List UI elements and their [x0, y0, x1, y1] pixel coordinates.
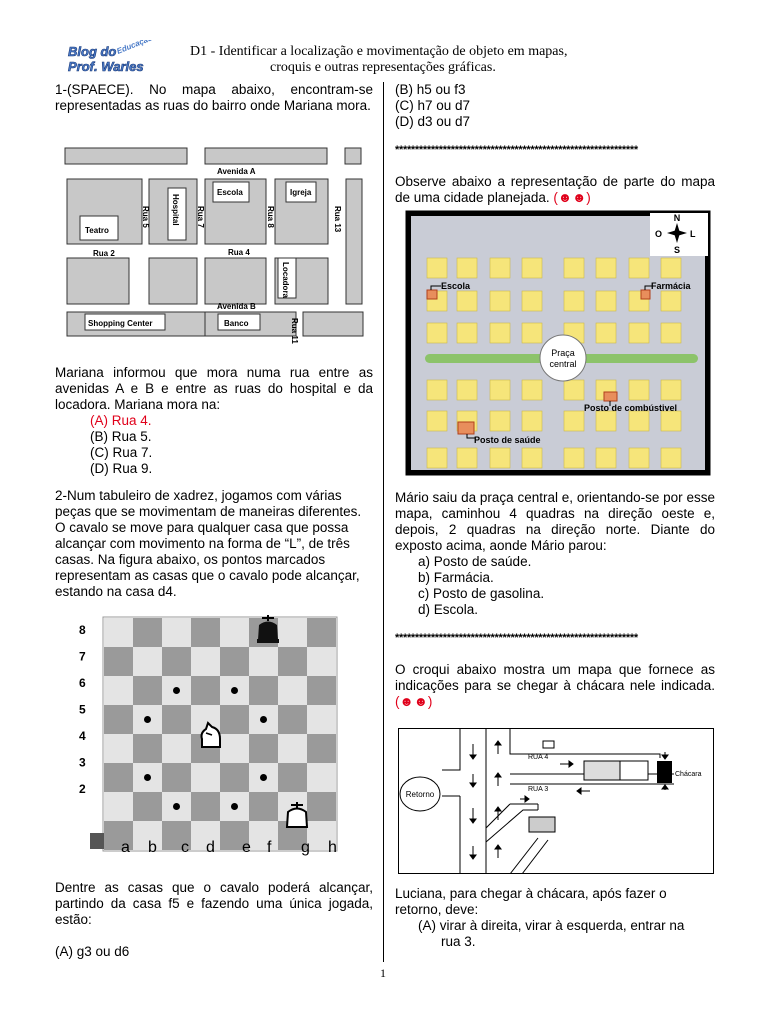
city-block	[522, 323, 542, 343]
board-square	[249, 647, 278, 676]
map3-farmacia: Farmácia	[651, 281, 691, 291]
board-square	[220, 705, 249, 734]
board-square	[249, 676, 278, 705]
rank-label: 2	[79, 782, 86, 796]
neighborhood-map	[60, 146, 370, 346]
city-block	[427, 380, 447, 400]
board-square	[104, 792, 133, 821]
file-label: g	[301, 839, 310, 856]
board-square	[133, 618, 162, 647]
separator-1: *************************************************************	[395, 144, 638, 156]
city-block	[427, 258, 447, 278]
city-block	[457, 448, 477, 468]
compass-o: O	[655, 229, 663, 239]
city-block	[522, 258, 542, 278]
knight-target-dot	[144, 716, 151, 723]
file-label: c	[181, 839, 189, 856]
board-square	[278, 763, 307, 792]
q3-option-c[interactable]: c) Posto de gasolina.	[418, 586, 545, 601]
descriptor-text-1: - Identificar a localização e movimentação de objeto em mapas,	[210, 44, 568, 59]
city-block	[661, 411, 681, 431]
q3-option-b[interactable]: b) Farmácia.	[418, 570, 494, 585]
farmacia-marker	[641, 290, 650, 299]
board-square	[162, 705, 191, 734]
board-square	[307, 647, 336, 676]
map1-rua7: Rua 7	[196, 206, 205, 228]
q3-options	[418, 554, 544, 618]
city-block	[522, 291, 542, 311]
q4-option-a-line2: rua 3.	[441, 934, 476, 949]
city-block	[457, 380, 477, 400]
board-square	[162, 618, 191, 647]
board-square	[104, 647, 133, 676]
board-square	[278, 676, 307, 705]
map1-shopping: Shopping Center	[88, 319, 153, 328]
city-block	[661, 291, 681, 311]
city-map	[405, 210, 711, 476]
q4-smiley: (☻☻)	[395, 694, 433, 709]
city-block	[564, 411, 584, 431]
city-block	[490, 380, 510, 400]
city-block	[522, 411, 542, 431]
column-divider	[383, 82, 384, 962]
logo-text-1: Blog do	[68, 44, 117, 59]
q2-intro: 2-Num tabuleiro de xadrez, jogamos com várias peças que se movimentam de maneiras diferentes. O cavalo se move para qualquer casa que possa alcançar com movimento na forma de “L”, de três casas. Na figura abaixo, os pontos marcados representam as casas que o cavalo pode alcançar, estando na casa d4.	[55, 488, 362, 599]
descriptor-code: D1	[190, 44, 208, 59]
city-block	[522, 380, 542, 400]
city-block	[427, 411, 447, 431]
board-square	[307, 676, 336, 705]
knight-target-dot	[173, 803, 180, 810]
blog-logo	[60, 40, 160, 76]
chess-board	[75, 610, 355, 862]
q1-option-d[interactable]: (D) Rua 9.	[90, 461, 153, 476]
city-block	[457, 323, 477, 343]
map1-rua5: Rua 5	[141, 206, 150, 228]
board-square	[307, 763, 336, 792]
q4-intro-text: O croqui abaixo mostra um mapa que fornece as indicações para se chegar à chácara nele indicada.	[395, 662, 715, 693]
board-corner	[90, 833, 104, 849]
descriptor-line1	[190, 44, 567, 60]
q1-intro: 1-(SPAECE). No mapa abaixo, encontram-se representadas as ruas do bairro onde Mariana mora.	[55, 82, 373, 113]
city-block	[629, 411, 649, 431]
map1-rua11: Rua 11	[290, 318, 299, 344]
city-block	[490, 291, 510, 311]
city-block	[629, 380, 649, 400]
city-block	[661, 323, 681, 343]
board-square	[162, 763, 191, 792]
knight-target-dot	[260, 716, 267, 723]
q1-option-b[interactable]: (B) Rua 5.	[90, 429, 152, 444]
map1-escola: Escola	[217, 188, 243, 197]
city-block	[427, 448, 447, 468]
city-block	[596, 258, 616, 278]
file-label: a	[121, 839, 130, 856]
sketch-retorno: Retorno	[405, 790, 435, 799]
board-square	[191, 792, 220, 821]
board-square	[278, 734, 307, 763]
q1-option-c[interactable]: (C) Rua 7.	[90, 445, 153, 460]
city-block	[564, 258, 584, 278]
knight-target-dot	[260, 774, 267, 781]
board-square	[249, 734, 278, 763]
praca-label-2: central	[549, 359, 577, 369]
q1-option-a[interactable]: (A) Rua 4.	[90, 413, 152, 428]
city-block	[629, 258, 649, 278]
q1-options	[90, 413, 152, 477]
board-square	[133, 647, 162, 676]
compass-s: S	[673, 245, 681, 255]
q3-smiley: (☻☻)	[553, 190, 591, 205]
map1-avenida-b: Avenida B	[217, 302, 256, 311]
board-square	[162, 647, 191, 676]
map1-rua4: Rua 4	[228, 248, 250, 257]
board-square	[133, 792, 162, 821]
q3-option-d[interactable]: d) Escola.	[418, 602, 479, 617]
file-label: e	[242, 839, 251, 856]
city-block	[564, 448, 584, 468]
sketch-chacara: Chácara	[675, 771, 702, 778]
map3-posto-comb: Posto de combústivel	[584, 403, 678, 413]
city-block	[596, 448, 616, 468]
board-square	[278, 705, 307, 734]
board-square	[104, 763, 133, 792]
city-block	[661, 380, 681, 400]
q4-intro	[395, 662, 715, 710]
city-block	[596, 323, 616, 343]
board-square	[191, 763, 220, 792]
rank-label: 3	[79, 755, 86, 770]
file-label: f	[267, 839, 272, 856]
board-square	[104, 618, 133, 647]
map1-rua2: Rua 2	[93, 249, 115, 258]
sketch-rua3: RUA 3	[528, 786, 549, 793]
green-strip-left	[425, 354, 547, 363]
knight-target-dot	[173, 687, 180, 694]
knight-target-dot	[144, 774, 151, 781]
q4-question: Luciana, para chegar à chácara, após fazer o retorno, deve:	[395, 886, 667, 917]
board-square	[220, 734, 249, 763]
map1-rua13: Rua 13	[333, 206, 342, 233]
city-block	[457, 291, 477, 311]
board-square	[104, 705, 133, 734]
map1-banco: Banco	[224, 319, 249, 328]
rank-labels	[79, 623, 86, 796]
posto-saude-marker	[458, 422, 474, 434]
posto-comb-marker	[604, 392, 617, 401]
board-square	[307, 705, 336, 734]
knight-target-dot	[231, 803, 238, 810]
city-block	[629, 448, 649, 468]
city-block	[564, 291, 584, 311]
map1-rua8: Rua 8	[266, 206, 275, 228]
q1-question: Mariana informou que mora numa rua entre as avenidas A e B e entre as ruas do hospital e da locadora. Mariana mora na:	[55, 365, 373, 412]
logo-graphic	[60, 40, 160, 76]
praca-central	[540, 335, 586, 381]
board-square	[191, 676, 220, 705]
page-number: 1	[380, 966, 386, 980]
q2-option-d[interactable]: (D) d3 ou d7	[395, 114, 471, 129]
board-square	[307, 618, 336, 647]
city-block	[490, 258, 510, 278]
q3-question: Mário saiu da praça central e, orientando-se por esse mapa, caminhou 4 quadras na direção oeste e, depois, 2 quadras na direção norte. Diante do exposto acima, aonde Mário parou:	[395, 490, 715, 553]
map3-posto-saude: Posto de saúde	[474, 435, 541, 445]
city-block	[490, 323, 510, 343]
board-square	[104, 676, 133, 705]
city-block	[661, 258, 681, 278]
file-label: h	[328, 839, 337, 856]
green-strip-right	[580, 354, 698, 363]
board-square	[278, 647, 307, 676]
city-block	[596, 411, 616, 431]
rank-label: 7	[79, 649, 86, 664]
city-block	[490, 411, 510, 431]
q2-option-c[interactable]: (C) h7 ou d7	[395, 98, 471, 113]
map1-hospital: Hospital	[171, 194, 180, 226]
map1-teatro: Teatro	[85, 226, 109, 235]
city-block	[564, 380, 584, 400]
board-square	[249, 792, 278, 821]
praca-label-1: Praça	[551, 348, 575, 358]
board-square	[162, 734, 191, 763]
knight-target-dot	[231, 687, 238, 694]
board-square	[133, 734, 162, 763]
map1-avenida-a: Avenida A	[217, 167, 256, 176]
city-block	[629, 323, 649, 343]
board-square	[220, 618, 249, 647]
rank-label: 5	[79, 702, 86, 717]
board-square	[191, 647, 220, 676]
q4-option-a-line1[interactable]: (A) virar à direita, virar à esquerda, entrar na	[418, 918, 685, 933]
board-square	[133, 676, 162, 705]
board-square	[307, 734, 336, 763]
q3-intro	[395, 174, 715, 206]
map1-igreja: Igreja	[290, 188, 312, 197]
compass-n: N	[673, 213, 681, 223]
city-block	[661, 448, 681, 468]
board-square	[104, 734, 133, 763]
q2-option-b[interactable]: (B) h5 ou f3	[395, 82, 466, 97]
city-block	[522, 448, 542, 468]
city-block	[596, 291, 616, 311]
logo-text-3: Educação	[115, 40, 154, 56]
map1-locadora: Locadora	[281, 262, 290, 299]
city-block	[457, 258, 477, 278]
board-square	[220, 647, 249, 676]
sketch-rua4: RUA 4	[528, 754, 549, 761]
city-block	[427, 323, 447, 343]
board-square	[278, 618, 307, 647]
separator-2: *************************************************************	[395, 632, 638, 644]
file-label: d	[206, 839, 215, 856]
descriptor-line2: croquis e outras representações gráficas.	[270, 60, 496, 75]
logo-text-2: Prof. Warles	[68, 59, 144, 74]
board-square	[220, 763, 249, 792]
board-square	[249, 821, 278, 850]
q3-intro-text: Observe abaixo a representação de parte do mapa de uma cidade planejada.	[395, 174, 715, 205]
board-square	[191, 618, 220, 647]
route-sketch	[398, 728, 714, 874]
city-block	[490, 448, 510, 468]
rank-label: 4	[79, 729, 86, 743]
q2-question: Dentre as casas que o cavalo poderá alcançar, partindo da casa f5 e fazendo uma única jogada, estão:	[55, 880, 373, 927]
compass-l: L	[690, 229, 696, 239]
escola-marker	[427, 290, 437, 299]
board-square	[307, 792, 336, 821]
q2-options-cont	[395, 82, 470, 130]
file-label: b	[148, 839, 157, 856]
map3-escola: Escola	[441, 281, 471, 291]
q3-option-a[interactable]: a) Posto de saúde.	[418, 554, 532, 569]
rank-label: 6	[79, 676, 86, 690]
q2-option-a[interactable]: (A) g3 ou d6	[55, 944, 130, 959]
rank-label: 8	[79, 623, 86, 637]
